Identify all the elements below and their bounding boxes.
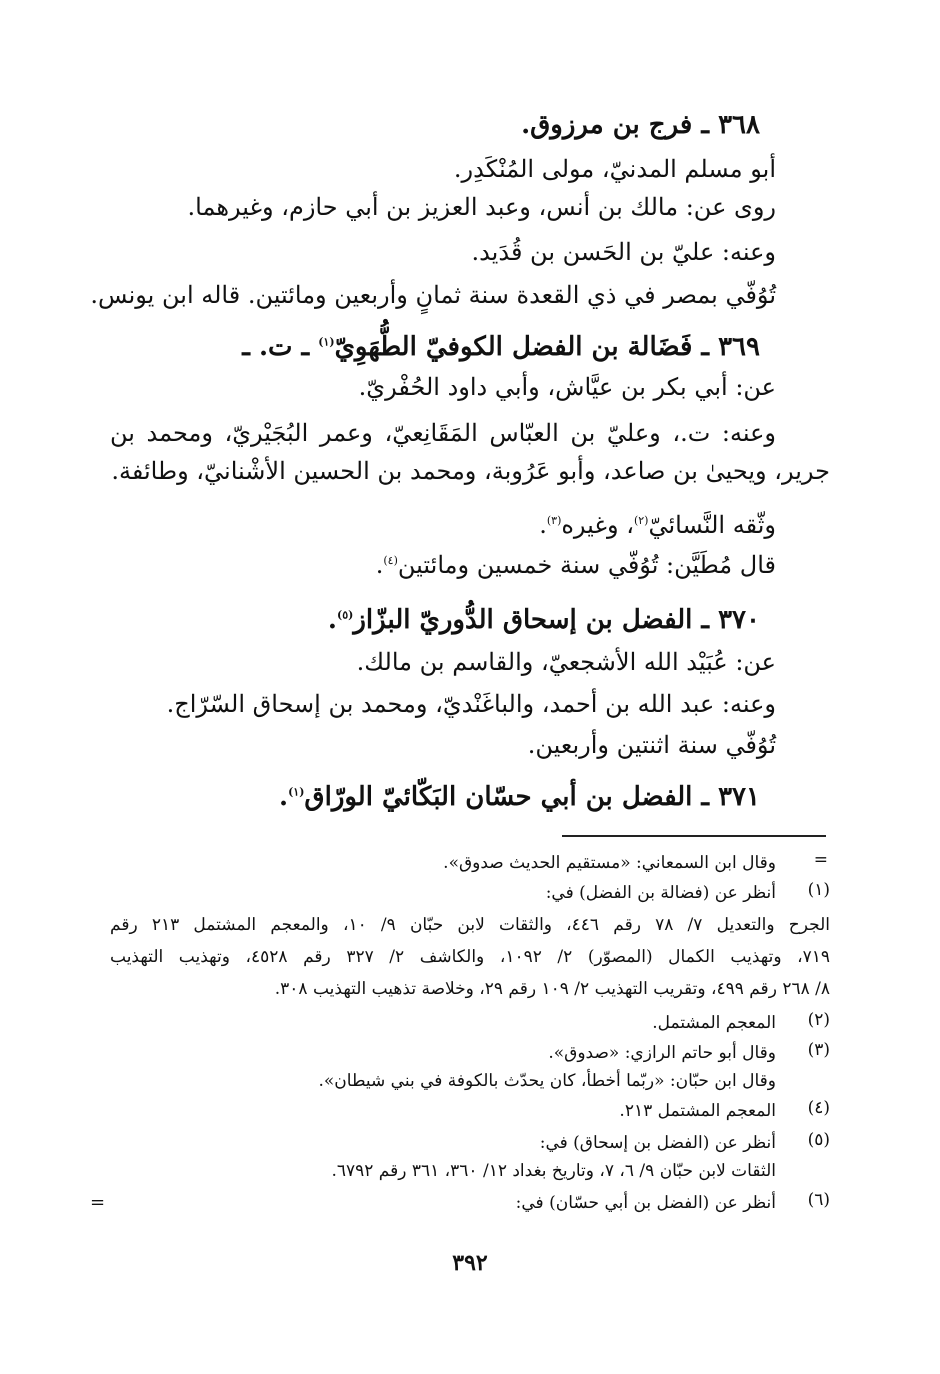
footnote-line: ٨/ ٢٦٨ رقم ٤٩٩، وتقريب التهذيب ٢/ ١٠٩ رقم ٢٩، وخلاصة تذهيب التهذيب ٣٠٨. bbox=[274, 979, 830, 999]
entry-line: تُوُفّي بمصر في ذي القعدة سنة ثمانٍ وأربعين ومائتين. قاله ابن يونس. bbox=[90, 281, 776, 309]
entry-heading-371: ٣٧١ ـ الفضل بن أبي حسّان البَكّائيّ الورّاق$^{(١)}$. bbox=[279, 782, 760, 812]
footnote-line: وقال ابن حبّان: «ربّما أخطأ، كان يحدّث بالكوفة في بني شيطان». bbox=[318, 1071, 776, 1091]
footnote-ref: (١) bbox=[288, 785, 305, 799]
footnote-line: ٧١٩، وتهذيب الكمال (المصوّر) ٢/ ١٠٩٢، والكاشف ٢/ ٣٢٧ رقم ٤٥٢٨، وتهذيب التهذيب bbox=[110, 947, 830, 967]
footnote-line: أنظر عن (فضالة بن الفضل) في: bbox=[545, 883, 776, 903]
footnote-separator bbox=[562, 835, 826, 837]
entry-line: وعنه: عليّ بن الحَسن بن قُدَيد. bbox=[471, 238, 776, 266]
footnote-ref: (٥) bbox=[336, 608, 354, 622]
entry-line: روى عن: مالك بن أنس، وعبد العزيز بن أبي حازم، وغيرهما. bbox=[187, 193, 776, 221]
footnote-line: الثقات لابن حبّان ٩/ ٦، ٧، وتاريخ بغداد ١٢/ ٣٦٠، ٣٦١ رقم ٦٧٩٢. bbox=[331, 1161, 776, 1181]
footnote-number: (٤) bbox=[807, 1098, 830, 1118]
footnote-line: أنظر عن (الفضل بن أبي حسّان) في: bbox=[515, 1193, 776, 1213]
entry-line: عن: أبي بكر بن عيَّاش، وأبي داود الحُفْريّ. bbox=[358, 373, 776, 401]
continuation-mark: = bbox=[90, 1192, 106, 1213]
entry-line: وعنه: عبد الله بن أحمد، والباغَنْديّ، ومحمد بن إسحاق السّرّاج. bbox=[166, 690, 776, 718]
footnote-ref: (٢) bbox=[633, 514, 649, 527]
footnote-number: = bbox=[813, 850, 828, 870]
footnote-number: (٥) bbox=[807, 1130, 830, 1150]
entry-line: قال مُطَيَّن: تُوُفّي سنة خمسين ومائتين$^{(٤)}$. bbox=[375, 551, 776, 579]
footnote-line: المعجم المشتمل ٢١٣. bbox=[619, 1101, 776, 1121]
footnote-number: (١) bbox=[807, 880, 830, 900]
footnote-line: أنظر عن (الفضل بن إسحاق) في: bbox=[539, 1133, 776, 1153]
footnote-ref: (٤) bbox=[383, 554, 398, 567]
entry-heading-370: ٣٧٠ ـ الفضل بن إسحاق الدُّوريّ البزّاز$^{(٥)}$. bbox=[327, 605, 760, 635]
footnote-ref: (١) bbox=[318, 335, 335, 349]
entry-line: تُوُفّي سنة اثنتين وأربعين. bbox=[527, 731, 776, 759]
entry-heading-368: ٣٦٨ ـ فرج بن مرزوق. bbox=[521, 110, 760, 140]
footnote-number: (٣) bbox=[807, 1040, 830, 1060]
entry-line: جرير، ويحيىٰ بن صاعد، وأبو عَرُوبة، ومحمد بن الحسين الأشْنانيّ، وطائفة. bbox=[111, 457, 830, 485]
footnote-line: وقال ابن السمعاني: «مستقيم الحديث صدوق». bbox=[443, 853, 776, 873]
footnote-line: الجرح والتعديل ٧/ ٧٨ رقم ٤٤٦، والثقات لابن حبّان ٩/ ١٠، والمعجم المشتمل ٢١٣ رقم bbox=[110, 915, 830, 935]
entry-line: عن: عُبَيْد الله الأشجعيّ، والقاسم بن مالك. bbox=[356, 648, 776, 676]
entry-line: وعنه: ت.، وعليّ بن العبّاس المَقَانِعيّ، وعمر البُجَيْريّ، ومحمد بن bbox=[110, 419, 776, 447]
page-number: ٣٩٢ bbox=[452, 1250, 488, 1276]
footnote-number: (٢) bbox=[807, 1010, 830, 1030]
footnote-number: (٦) bbox=[807, 1190, 830, 1210]
footnote-ref: (٣) bbox=[546, 514, 562, 527]
footnote-line: المعجم المشتمل. bbox=[652, 1013, 776, 1033]
entry-line: أبو مسلم المدنيّ، مولى المُنْكَدِر. bbox=[453, 155, 776, 183]
entry-line: وثّقه النَّسائيّ$^{(٢)}$، وغيره$^{(٣)}$. bbox=[539, 511, 776, 539]
footnote-line: وقال أبو حاتم الرازي: «صدوق». bbox=[548, 1043, 776, 1063]
entry-heading-369: ٣٦٩ ـ فَضَالة بن الفضل الكوفيّ الطُّهَوِيّ$^{(١)}$ ـ ت. ـ bbox=[242, 332, 760, 362]
